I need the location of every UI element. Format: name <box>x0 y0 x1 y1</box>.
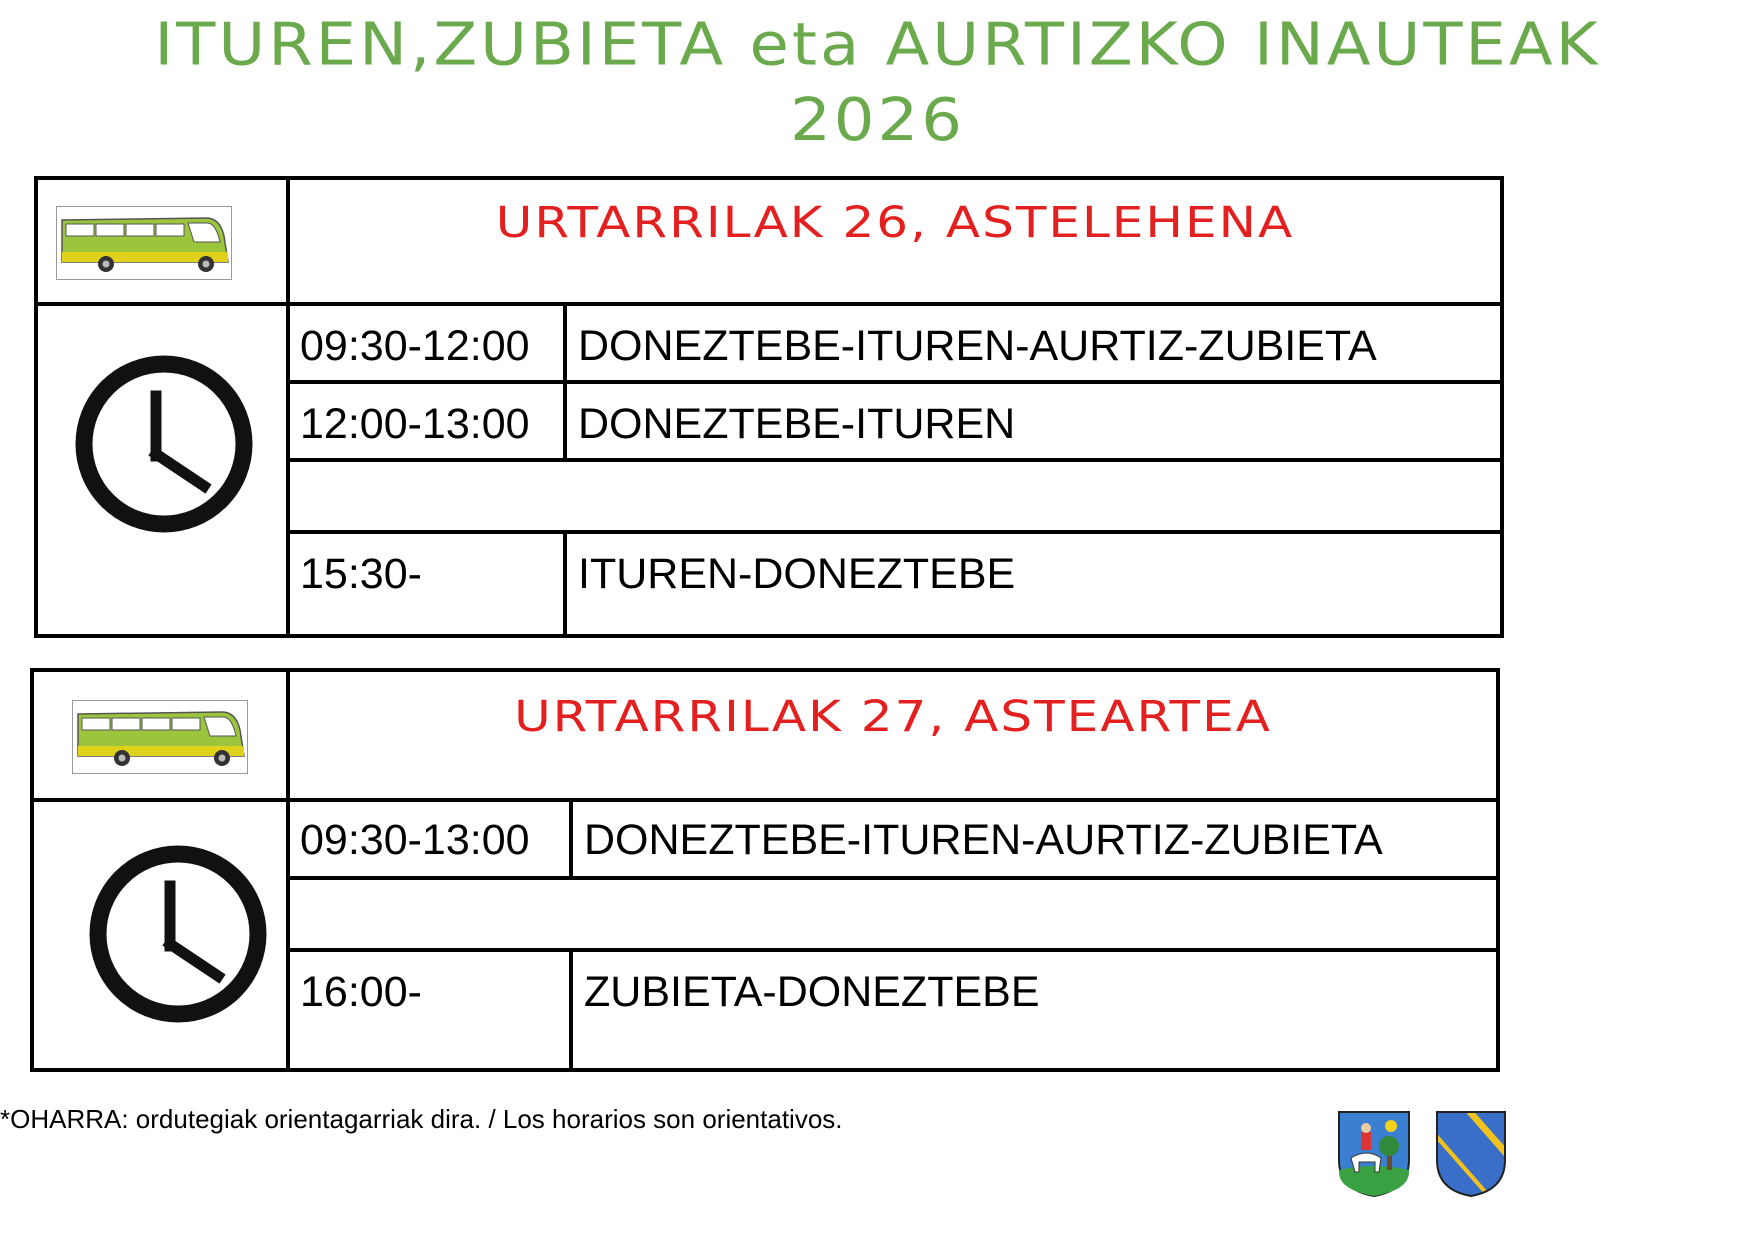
route-name: DONEZTEBE-ITUREN-AURTIZ-ZUBIETA <box>584 816 1383 864</box>
zubieta-coat-of-arms-icon <box>1435 1110 1507 1198</box>
page-title <box>0 0 1755 158</box>
route-name: DONEZTEBE-ITUREN-AURTIZ-ZUBIETA <box>578 322 1377 370</box>
departure-time: 15:30- <box>300 550 422 598</box>
title-line-1: ITUREN,ZUBIETA eta AURTIZKO INAUTEAK <box>154 11 1601 80</box>
ituren-coat-of-arms-icon <box>1337 1110 1411 1198</box>
note-text: *OHARRA: ordutegiak orientagarriak dira. / Los horarios son orientativos. <box>0 1104 843 1134</box>
title-line-2: 2026 <box>790 86 965 155</box>
departure-time: 16:00- <box>300 968 422 1016</box>
bus-icon <box>72 700 248 774</box>
clock-icon <box>86 842 270 1026</box>
day-title: URTARRILAK 27, ASTEARTEA <box>514 692 1272 742</box>
schedule-table-day-2 <box>30 668 1500 1072</box>
schedule-table-day-1 <box>34 176 1504 638</box>
day-title: URTARRILAK 26, ASTELEHENA <box>495 198 1295 248</box>
route-name: ITUREN-DONEZTEBE <box>578 550 1016 598</box>
departure-time: 09:30-13:00 <box>300 816 530 864</box>
route-name: ZUBIETA-DONEZTEBE <box>584 968 1040 1016</box>
departure-time: 09:30-12:00 <box>300 322 530 370</box>
clock-icon <box>72 352 256 536</box>
route-name: DONEZTEBE-ITUREN <box>578 400 1016 448</box>
bus-icon <box>56 206 232 280</box>
departure-time: 12:00-13:00 <box>300 400 530 448</box>
